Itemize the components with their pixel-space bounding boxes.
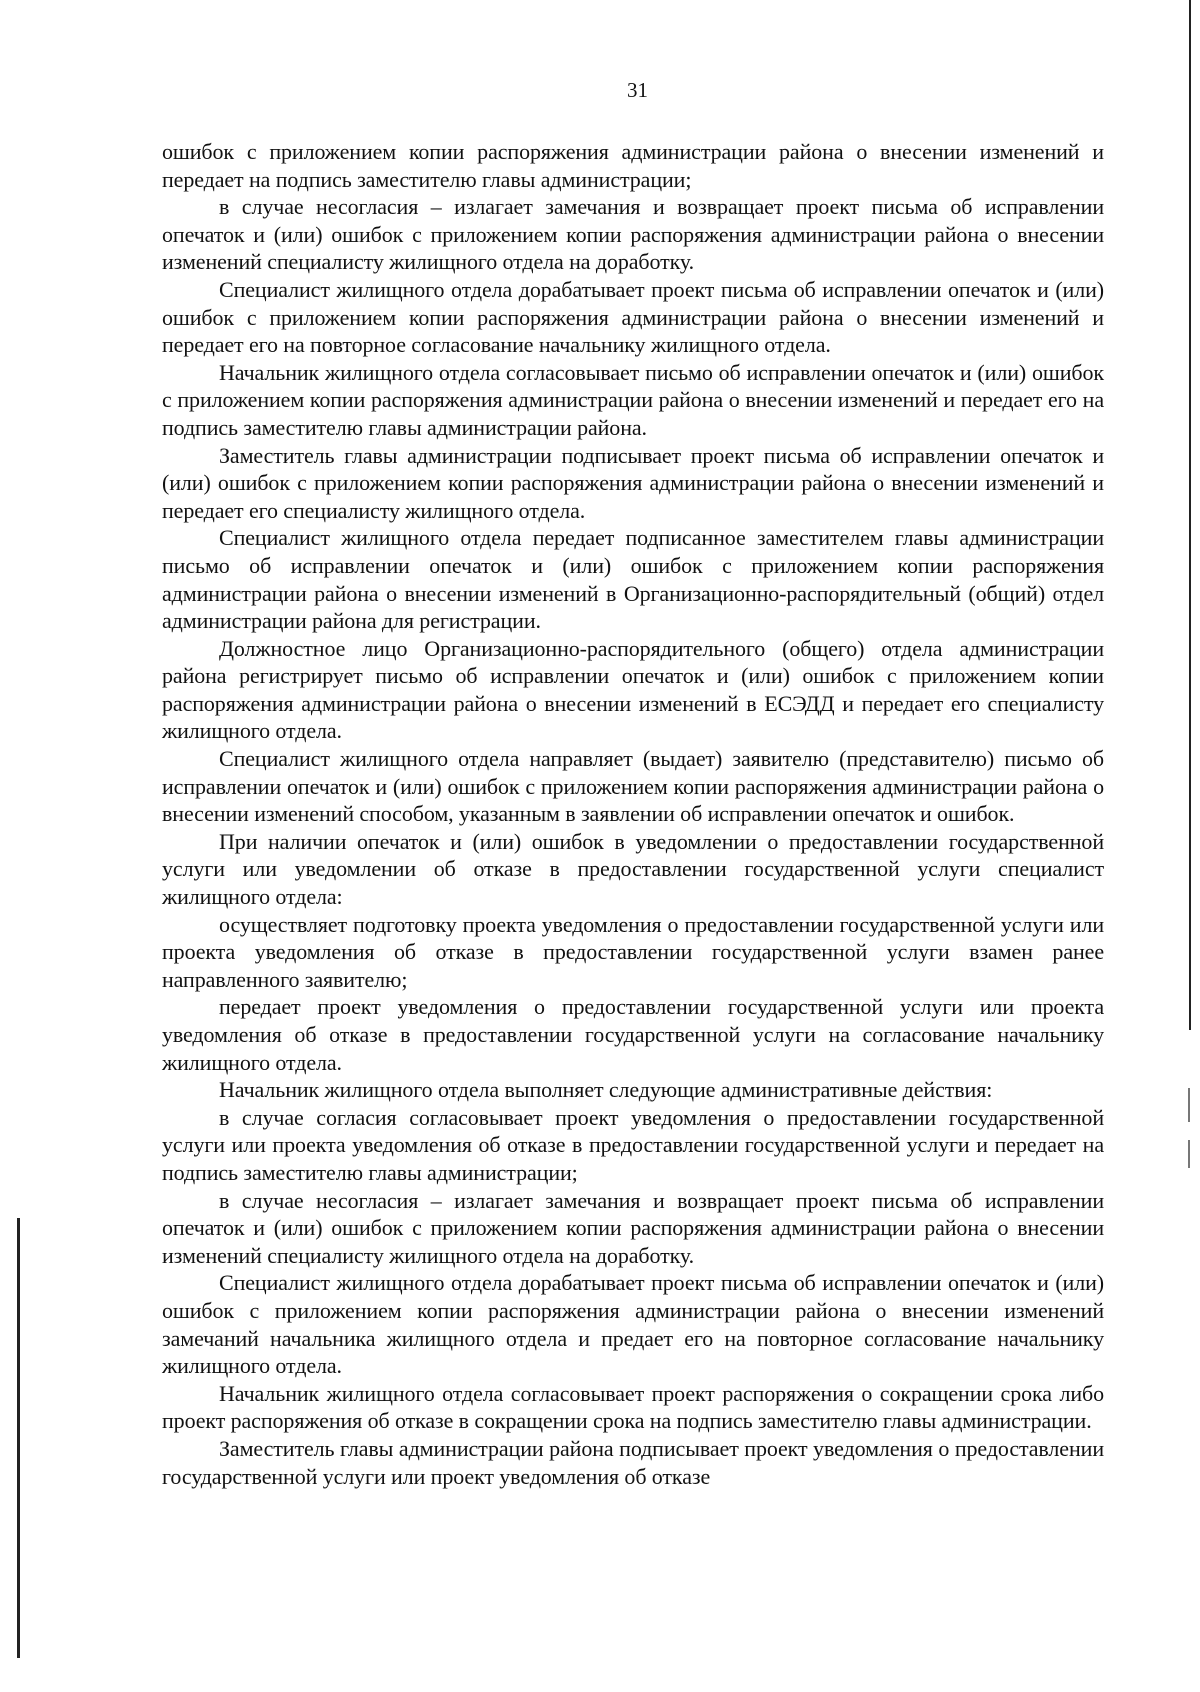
paragraph: Заместитель главы администрации подписывает проект письма об исправлении опечаток и (или) ошибок с приложением копии распоряжения администрации района о внесении изменений и передает его специалисту жилищного отдела. [162, 442, 1104, 523]
paragraph: в случае согласия согласовывает проект уведомления о предоставлении государственной услуги или проекта уведомления об отказе в предоставлении государственной услуги и передает на подпись заместителю главы администрации; [162, 1104, 1104, 1185]
paragraph: Начальник жилищного отдела согласовывает проект распоряжения о сокращении срока либо проект распоряжения об отказе в сокращении срока на подпись заместителю главы администрации. [162, 1380, 1104, 1434]
document-body [162, 138, 1104, 1490]
paragraph: Специалист жилищного отдела дорабатывает проект письма об исправлении опечаток и (или) ошибок с приложением копии распоряжения администрации района о внесении изменений замечаний начальника жилищного отдела и предает его на повторное согласование начальнику жилищного отдела. [162, 1270, 1104, 1379]
paragraph: Специалист жилищного отдела дорабатывает проект письма об исправлении опечаток и (или) ошибок с приложением копии распоряжения администрации района о внесении изменений и передает его на повторное согласование начальнику жилищного отдела. [162, 276, 1104, 358]
paragraph: Начальник жилищного отдела выполняет следующие административные действия: [219, 1077, 993, 1103]
scan-mark [1188, 1088, 1190, 1122]
paragraph: в случае несогласия – излагает замечания и возвращает проект письма об исправлении опечаток и (или) ошибок с приложением копии распоряжения администрации района о внесении изменений специалисту жилищного отдела на доработку. [162, 194, 1104, 275]
page-number: 31 [627, 78, 648, 102]
paragraph: Специалист жилищного отдела передает подписанное заместителем главы администрации письмо об исправлении опечаток и (или) ошибок с приложением копии распоряжения администрации района о внесении изменений в Организационно-распорядительный (общий) отдел администрации района для регистрации. [162, 525, 1104, 634]
margin-bar [17, 1218, 20, 1658]
paragraph: При наличии опечаток и (или) ошибок в уведомлении о предоставлении государственной услуги или уведомлении об отказе в предоставлении государственной услуги специалист жилищного отдела: [162, 828, 1104, 910]
paragraph: Должностное лицо Организационно-распорядительного (общего) отдела администрации района регистрирует письмо об исправлении опечаток и (или) ошибок с приложением копии распоряжения администрации района о внесении изменений в ЕСЭДД и передает его специалисту жилищного отдела. [162, 635, 1104, 744]
page-edge-line [1189, 0, 1191, 1030]
scan-mark [1188, 1140, 1190, 1168]
paragraph: в случае несогласия – излагает замечания и возвращает проект письма об исправлении опечаток и (или) ошибок с приложением копии распоряжения администрации района о внесении изменений специалисту жилищного отдела на доработку. [162, 1187, 1104, 1268]
paragraph: Заместитель главы администрации района подписывает проект уведомления о предоставлении государственной услуги или проект уведомления об отказе [162, 1435, 1104, 1489]
paragraph: осуществляет подготовку проекта уведомления о предоставлении государственной услуги или проекта уведомления об отказе в предоставлении государственной услуги взамен ранее направленного заявителю; [162, 911, 1104, 992]
paragraph: Начальник жилищного отдела согласовывает письмо об исправлении опечаток и (или) ошибок с приложением копии распоряжения администрации района о внесении изменений и передает его на подпись заместителю главы администрации района. [162, 359, 1104, 440]
paragraph: Специалист жилищного отдела направляет (выдает) заявителю (представителю) письмо об исправлении опечаток и (или) ошибок с приложением копии распоряжения администрации района о внесении изменений способом, указанным в заявлении об исправлении опечаток и ошибок. [162, 746, 1104, 827]
paragraph: ошибок с приложением копии распоряжения администрации района о внесении изменений и передает на подпись заместителю главы администрации; [162, 139, 1104, 192]
paragraph: передает проект уведомления о предоставлении государственной услуги или проекта уведомления об отказе в предоставлении государственной услуги на согласование начальнику жилищного отдела. [162, 994, 1104, 1075]
